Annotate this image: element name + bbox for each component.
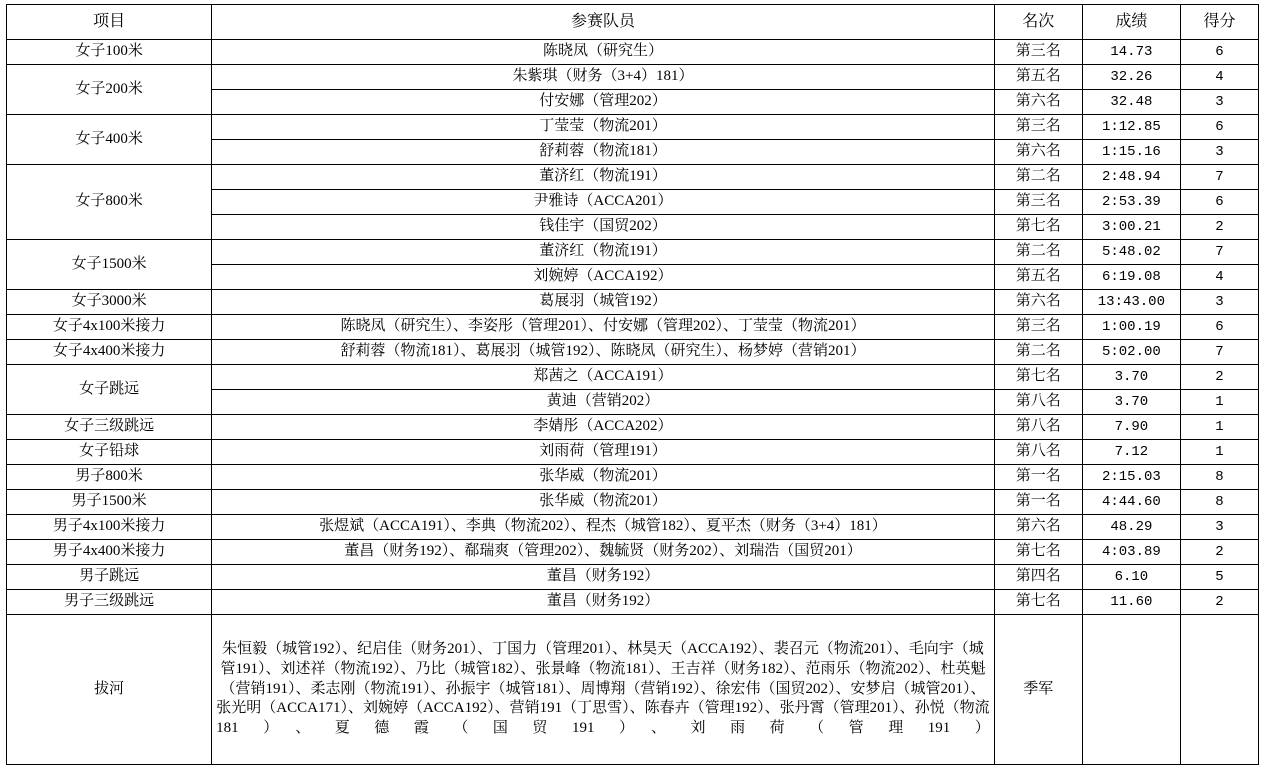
points-cell: 4 (1180, 265, 1258, 290)
points-cell: 6 (1180, 40, 1258, 65)
rank-cell: 第三名 (994, 315, 1082, 340)
rank-cell: 第七名 (994, 590, 1082, 615)
event-cell: 男子三级跳远 (7, 590, 212, 615)
points-cell: 7 (1180, 340, 1258, 365)
score-cell: 3.70 (1082, 365, 1180, 390)
points-cell: 1 (1180, 440, 1258, 465)
table-row (7, 440, 1259, 465)
event-cell: 女子4x100米接力 (7, 315, 212, 340)
points-cell: 1 (1180, 415, 1258, 440)
rank-cell: 季军 (994, 615, 1082, 765)
event-cell: 女子200米 (7, 65, 212, 115)
rank-cell: 第三名 (994, 40, 1082, 65)
rank-cell: 第五名 (994, 265, 1082, 290)
points-cell: 6 (1180, 190, 1258, 215)
points-cell: 3 (1180, 290, 1258, 315)
header-rank: 名次 (994, 5, 1082, 40)
points-cell: 8 (1180, 465, 1258, 490)
athletes-cell: 董昌（财务192） (212, 565, 995, 590)
score-cell: 32.26 (1082, 65, 1180, 90)
athletes-cell: 张煜斌（ACCA191）、李典（物流202）、程杰（城管182）、夏平杰（财务（3+4）181） (212, 515, 995, 540)
score-cell: 14.73 (1082, 40, 1180, 65)
points-cell: 3 (1180, 90, 1258, 115)
rank-cell: 第一名 (994, 465, 1082, 490)
table-header (7, 5, 1259, 40)
event-cell: 女子800米 (7, 165, 212, 240)
event-cell: 女子100米 (7, 40, 212, 65)
score-cell: 2:53.39 (1082, 190, 1180, 215)
athletes-cell: 董昌（财务192） (212, 590, 995, 615)
points-cell: 4 (1180, 65, 1258, 90)
athletes-cell: 舒莉蓉（物流181）、葛展羽（城管192）、陈晓凤（研究生）、杨梦婷（营销201） (212, 340, 995, 365)
table-row (7, 340, 1259, 365)
table-row (7, 290, 1259, 315)
athletes-cell: 钱佳宇（国贸202） (212, 215, 995, 240)
table-row (7, 590, 1259, 615)
score-cell: 2:48.94 (1082, 165, 1180, 190)
athletes-cell: 葛展羽（城管192） (212, 290, 995, 315)
athletes-cell: 郑茜之（ACCA191） (212, 365, 995, 390)
table-row (7, 540, 1259, 565)
table-row (7, 415, 1259, 440)
points-cell: 5 (1180, 565, 1258, 590)
rank-cell: 第八名 (994, 440, 1082, 465)
score-cell: 3:00.21 (1082, 215, 1180, 240)
event-cell: 女子4x400米接力 (7, 340, 212, 365)
points-cell: 2 (1180, 365, 1258, 390)
score-cell: 6.10 (1082, 565, 1180, 590)
athletes-cell: 朱恒毅（城管192）、纪启佳（财务201）、丁国力（管理201）、林昊天（ACCA192）、裴召元（物流201）、毛向宇（城管191）、刘述祥（物流192）、乃比（城管182）、张景峰（物流181）、王吉祥（财务182）、范雨乐（物流202）、杜英魁（营销191）、柔志刚（物流191）、孙振宇（城管181）、周博翔（营销192）、徐宏伟（国贸202）、安梦启（城管201）、张光明（ACCA171）、刘婉婷（ACCA192）、营销191（丁思雪）、陈春卉（管理192）、张丹霄（管理201）、孙悦（物流181）、夏德霞（国贸191）、刘雨荷（管理191） (212, 615, 995, 765)
points-cell: 3 (1180, 515, 1258, 540)
event-cell: 男子1500米 (7, 490, 212, 515)
points-cell: 8 (1180, 490, 1258, 515)
athletes-cell: 舒莉蓉（物流181） (212, 140, 995, 165)
table-row (7, 465, 1259, 490)
score-cell (1082, 615, 1180, 765)
header-points: 得分 (1180, 5, 1258, 40)
athletes-cell: 张华威（物流201） (212, 465, 995, 490)
event-cell: 女子400米 (7, 115, 212, 165)
table-row (7, 515, 1259, 540)
points-cell: 1 (1180, 390, 1258, 415)
header-event: 项目 (7, 5, 212, 40)
points-cell: 2 (1180, 540, 1258, 565)
event-cell: 女子3000米 (7, 290, 212, 315)
event-cell: 女子三级跳远 (7, 415, 212, 440)
table-row (7, 315, 1259, 340)
athletes-cell: 李婧彤（ACCA202） (212, 415, 995, 440)
points-cell: 7 (1180, 165, 1258, 190)
header-score: 成绩 (1082, 5, 1180, 40)
event-cell: 女子1500米 (7, 240, 212, 290)
rank-cell: 第八名 (994, 415, 1082, 440)
event-cell: 女子铅球 (7, 440, 212, 465)
table-header-row (7, 5, 1259, 40)
rank-cell: 第七名 (994, 540, 1082, 565)
athletes-cell: 刘婉婷（ACCA192） (212, 265, 995, 290)
rank-cell: 第五名 (994, 65, 1082, 90)
athletes-cell: 尹雅诗（ACCA201） (212, 190, 995, 215)
points-cell: 2 (1180, 215, 1258, 240)
event-cell: 男子4x100米接力 (7, 515, 212, 540)
score-cell: 13:43.00 (1082, 290, 1180, 315)
points-cell: 7 (1180, 240, 1258, 265)
rank-cell: 第七名 (994, 365, 1082, 390)
athletes-cell: 张华威（物流201） (212, 490, 995, 515)
score-cell: 4:44.60 (1082, 490, 1180, 515)
athletes-cell: 丁莹莹（物流201） (212, 115, 995, 140)
rank-cell: 第六名 (994, 140, 1082, 165)
score-cell: 2:15.03 (1082, 465, 1180, 490)
rank-cell: 第三名 (994, 115, 1082, 140)
rank-cell: 第四名 (994, 565, 1082, 590)
rank-cell: 第二名 (994, 340, 1082, 365)
rank-cell: 第三名 (994, 190, 1082, 215)
table-row (7, 565, 1259, 590)
table-row (7, 490, 1259, 515)
score-cell: 48.29 (1082, 515, 1180, 540)
score-cell: 1:15.16 (1082, 140, 1180, 165)
rank-cell: 第六名 (994, 290, 1082, 315)
rank-cell: 第二名 (994, 165, 1082, 190)
rank-cell: 第八名 (994, 390, 1082, 415)
athletes-cell: 董昌（财务192）、郗瑞爽（管理202）、魏毓贤（财务202）、刘瑞浩（国贸201） (212, 540, 995, 565)
rank-cell: 第二名 (994, 240, 1082, 265)
rank-cell: 第六名 (994, 90, 1082, 115)
table-body (7, 40, 1259, 765)
rank-cell: 第六名 (994, 515, 1082, 540)
event-cell: 男子跳远 (7, 565, 212, 590)
athletes-cell: 付安娜（管理202） (212, 90, 995, 115)
points-cell: 6 (1180, 115, 1258, 140)
athletes-cell: 董济红（物流191） (212, 240, 995, 265)
athletes-cell: 陈晓凤（研究生）、李姿彤（管理201）、付安娜（管理202）、丁莹莹（物流201） (212, 315, 995, 340)
table-row-tug-of-war (7, 615, 1259, 765)
points-cell (1180, 615, 1258, 765)
table-row (7, 240, 1259, 265)
table-row (7, 365, 1259, 390)
sports-results-table (6, 4, 1259, 765)
table-row (7, 65, 1259, 90)
table-row (7, 40, 1259, 65)
points-cell: 6 (1180, 315, 1258, 340)
score-cell: 11.60 (1082, 590, 1180, 615)
score-cell: 4:03.89 (1082, 540, 1180, 565)
event-cell: 女子跳远 (7, 365, 212, 415)
score-cell: 1:00.19 (1082, 315, 1180, 340)
event-cell: 男子800米 (7, 465, 212, 490)
score-cell: 1:12.85 (1082, 115, 1180, 140)
score-cell: 5:02.00 (1082, 340, 1180, 365)
table-row (7, 165, 1259, 190)
score-cell: 5:48.02 (1082, 240, 1180, 265)
athletes-cell: 陈晓凤（研究生） (212, 40, 995, 65)
header-athletes: 参赛队员 (212, 5, 995, 40)
score-cell: 7.90 (1082, 415, 1180, 440)
score-cell: 6:19.08 (1082, 265, 1180, 290)
score-cell: 32.48 (1082, 90, 1180, 115)
score-cell: 7.12 (1082, 440, 1180, 465)
athletes-cell: 董济红（物流191） (212, 165, 995, 190)
athletes-cell: 黄迪（营销202） (212, 390, 995, 415)
athletes-cell: 刘雨荷（管理191） (212, 440, 995, 465)
table-row (7, 115, 1259, 140)
rank-cell: 第七名 (994, 215, 1082, 240)
event-cell: 男子4x400米接力 (7, 540, 212, 565)
event-cell: 拔河 (7, 615, 212, 765)
points-cell: 2 (1180, 590, 1258, 615)
athletes-cell: 朱紫琪（财务（3+4）181） (212, 65, 995, 90)
rank-cell: 第一名 (994, 490, 1082, 515)
score-cell: 3.70 (1082, 390, 1180, 415)
points-cell: 3 (1180, 140, 1258, 165)
